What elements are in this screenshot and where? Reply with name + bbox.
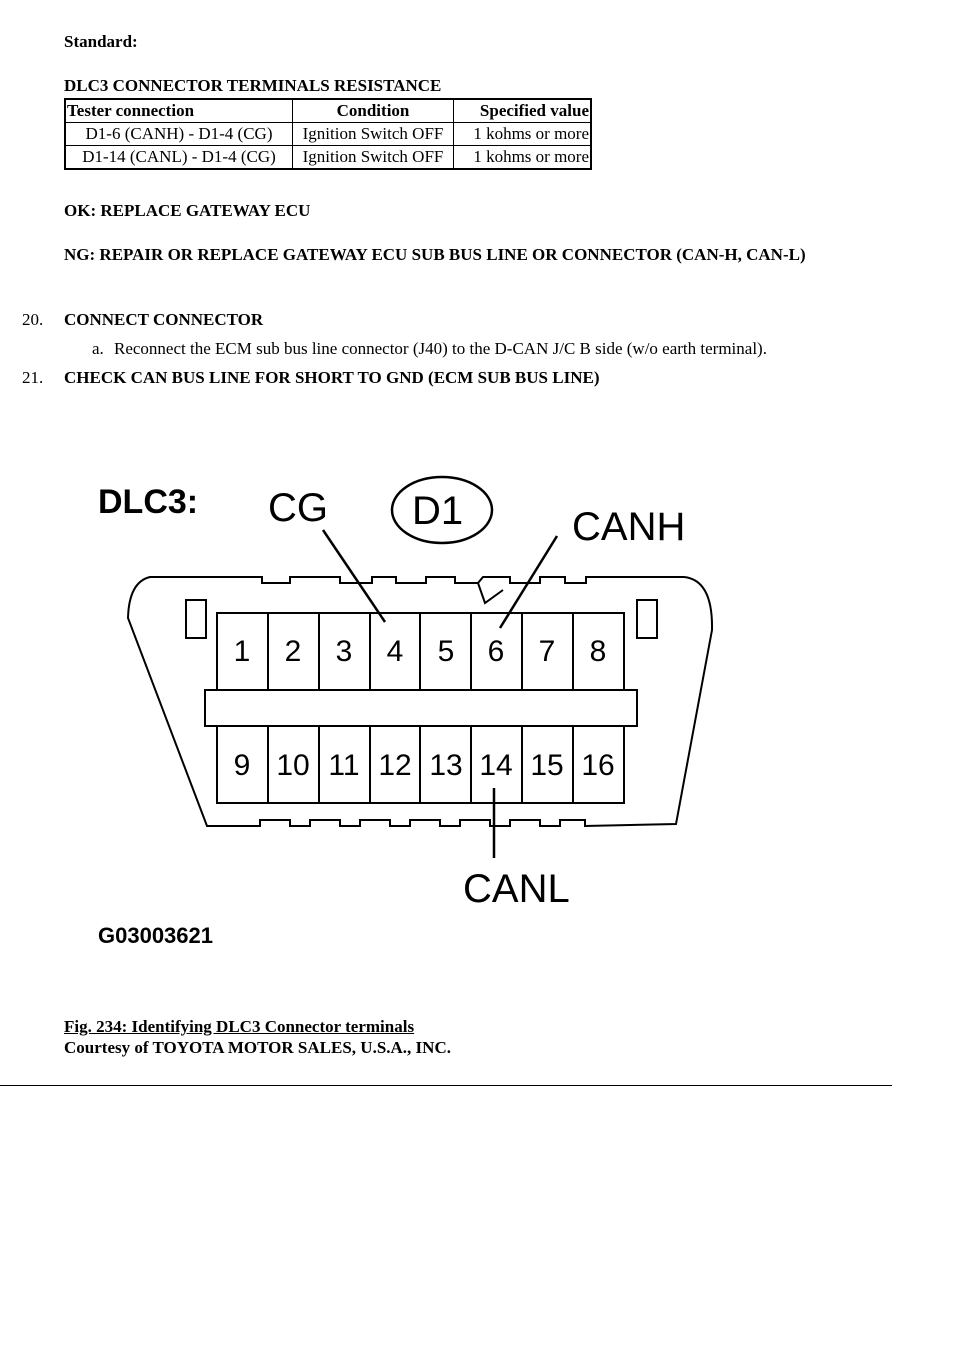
table-row xyxy=(65,123,591,146)
step-21-title: CHECK CAN BUS LINE FOR SHORT TO GND (ECM SUB BUS LINE) xyxy=(64,368,600,387)
key-notch xyxy=(478,583,503,603)
resistance-table xyxy=(64,98,592,170)
figure-caption: Fig. 234: Identifying DLC3 Connector terminals xyxy=(64,1017,415,1036)
ok-result: OK: REPLACE GATEWAY ECU xyxy=(64,201,311,220)
pin-dividers xyxy=(268,613,573,803)
table-header-row xyxy=(65,99,591,123)
pin-16: 16 xyxy=(581,749,615,782)
cell-tester-connection: D1-14 (CANL) - D1-4 (CG) xyxy=(65,146,293,170)
figure-courtesy: Courtesy of TOYOTA MOTOR SALES, U.S.A., INC. xyxy=(64,1038,451,1057)
table-row xyxy=(65,146,591,170)
connector-label: DLC3: xyxy=(98,483,199,521)
standard-label: Standard: xyxy=(64,32,138,51)
table-title: DLC3 CONNECTOR TERMINALS RESISTANCE xyxy=(64,76,442,95)
pin-15: 15 xyxy=(530,749,564,782)
connector-id: D1 xyxy=(412,489,464,533)
pin-3: 3 xyxy=(335,635,353,668)
page-divider xyxy=(0,1085,892,1086)
pin-1: 1 xyxy=(233,635,251,668)
header-specified-value: Specified value xyxy=(454,99,592,123)
pin-4: 4 xyxy=(386,635,404,668)
cg-label: CG xyxy=(268,486,328,530)
header-tester-connection: Tester connection xyxy=(65,99,293,123)
cell-condition: Ignition Switch OFF xyxy=(293,123,454,146)
canh-leader-line xyxy=(500,536,557,628)
pin-14: 14 xyxy=(479,749,513,782)
left-latch xyxy=(186,600,206,638)
pin-12: 12 xyxy=(378,749,412,782)
step-21-number: 21. xyxy=(22,368,44,387)
diagram-code: G03003621 xyxy=(98,923,213,948)
header-condition: Condition xyxy=(293,99,454,123)
step-20a-text: Reconnect the ECM sub bus line connector (J40) to the D-CAN J/C B side (w/o earth terminal). xyxy=(114,339,767,358)
step-20-number: 20. xyxy=(22,310,44,329)
cell-condition: Ignition Switch OFF xyxy=(293,146,454,170)
pin-5: 5 xyxy=(437,635,455,668)
pin-7: 7 xyxy=(538,635,556,668)
dlc3-connector-diagram xyxy=(0,440,960,1000)
center-bar xyxy=(205,690,637,726)
step-20-title: CONNECT CONNECTOR xyxy=(64,310,264,329)
pin-13: 13 xyxy=(429,749,463,782)
right-latch xyxy=(637,600,657,638)
pin-9: 9 xyxy=(233,749,251,782)
cell-specified-value: 1 kohms or more xyxy=(454,146,592,170)
step-20a-letter: a. xyxy=(92,339,104,358)
pin-8: 8 xyxy=(589,635,607,668)
cell-tester-connection: D1-6 (CANH) - D1-4 (CG) xyxy=(65,123,293,146)
cell-specified-value: 1 kohms or more xyxy=(454,123,592,146)
pin-2: 2 xyxy=(284,635,302,668)
canl-label: CANL xyxy=(463,867,570,911)
ng-result: NG: REPAIR OR REPLACE GATEWAY ECU SUB BUS LINE OR CONNECTOR (CAN-H, CAN-L) xyxy=(64,245,806,264)
pin-11: 11 xyxy=(328,749,360,782)
canh-label: CANH xyxy=(572,505,686,549)
pin-6: 6 xyxy=(487,635,505,668)
pin-10: 10 xyxy=(276,749,310,782)
